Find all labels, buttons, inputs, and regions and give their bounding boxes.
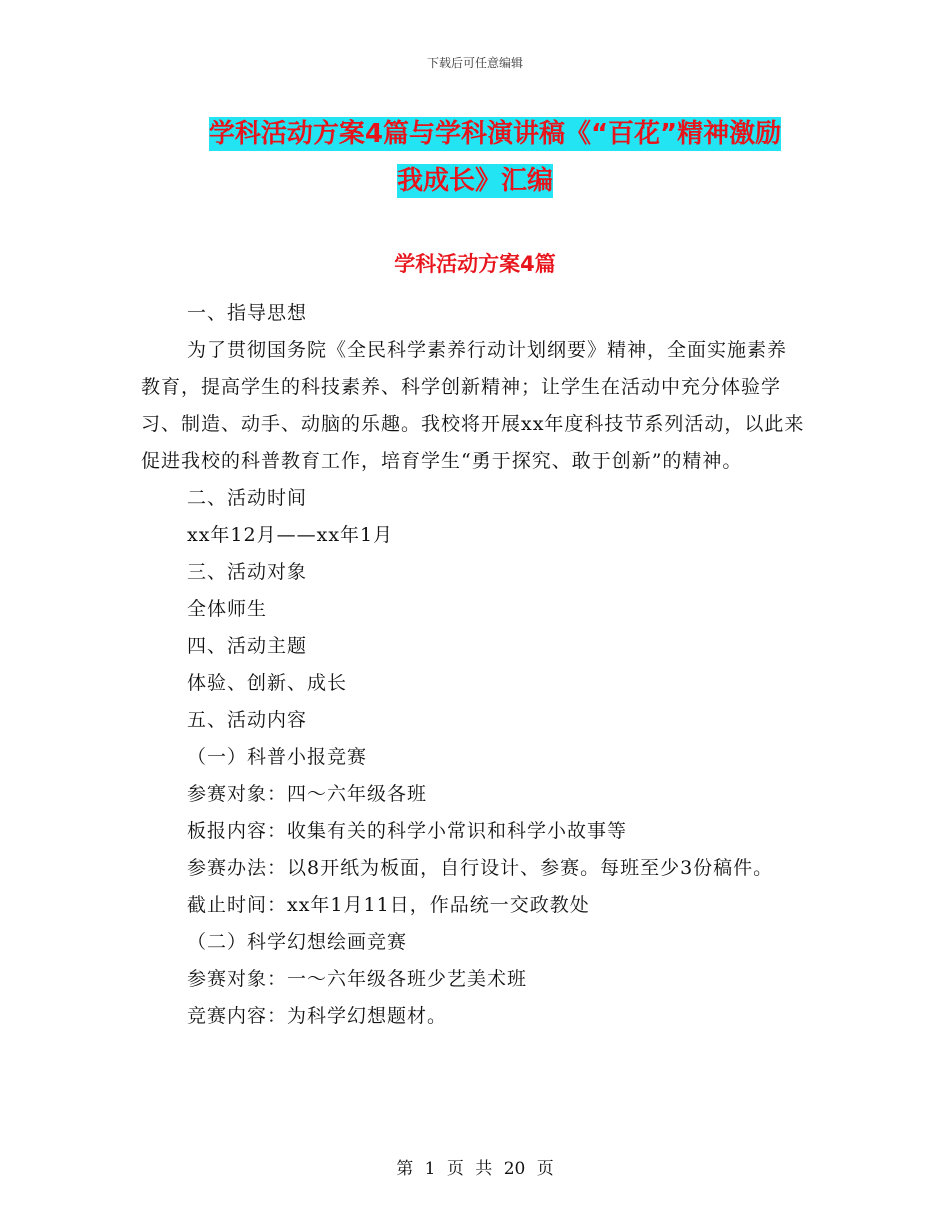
subheading-science-newsletter: （一）科普小报竞赛 bbox=[187, 746, 368, 768]
heading-guiding-thought: 一、指导思想 bbox=[187, 302, 308, 324]
document-title-line-1 bbox=[20, 113, 950, 150]
document-body bbox=[141, 295, 806, 1035]
activity-theme-value: 体验、创新、成长 bbox=[187, 672, 348, 694]
header-note: 下载后可任意编辑 bbox=[426, 56, 523, 70]
painting-content: 竞赛内容：为科学幻想题材。 bbox=[187, 1005, 448, 1027]
subheading-science-fantasy-painting: （二）科学幻想绘画竞赛 bbox=[187, 931, 408, 953]
newsletter-deadline: 截止时间：xx年1月11日，作品统一交政教处 bbox=[187, 894, 590, 916]
page-footer: 第 1 页 共 20 页 bbox=[396, 1159, 554, 1179]
activity-target-value: 全体师生 bbox=[187, 598, 268, 620]
heading-activity-time: 二、活动时间 bbox=[187, 487, 308, 509]
activity-time-value: xx年12月——xx年1月 bbox=[187, 524, 394, 546]
document-title-line-2 bbox=[0, 160, 950, 197]
paragraph-guiding-thought: 为了贯彻国务院《全民科学素养行动计划纲要》精神，全面实施素养教育，提高学生的科技素养、科学创新精神；让学生在活动中充分体验学习、制造、动手、动脑的乐趣。我校将开展xx年度科技节系列活动，以此来促进我校的科普教育工作，培育学生“勇于探究、敢于创新”的精神。 bbox=[141, 339, 805, 472]
newsletter-method: 参赛办法：以8开纸为板面，自行设计、参赛。每班至少3份稿件。 bbox=[187, 857, 774, 879]
title-highlight-2: 我成长》汇编 bbox=[396, 166, 553, 196]
heading-activity-theme: 四、活动主题 bbox=[187, 635, 308, 657]
painting-participants: 参赛对象：一～六年级各班少艺美术班 bbox=[187, 968, 528, 990]
newsletter-content: 板报内容：收集有关的科学小常识和科学小故事等 bbox=[187, 820, 628, 842]
section-title: 学科活动方案4篇 bbox=[394, 252, 556, 276]
heading-activity-target: 三、活动对象 bbox=[187, 561, 308, 583]
heading-activity-content: 五、活动内容 bbox=[187, 709, 308, 731]
newsletter-participants: 参赛对象：四～六年级各班 bbox=[187, 783, 428, 805]
title-highlight-1: 学科活动方案4篇与学科演讲稿《“百花”精神激励 bbox=[208, 119, 782, 149]
